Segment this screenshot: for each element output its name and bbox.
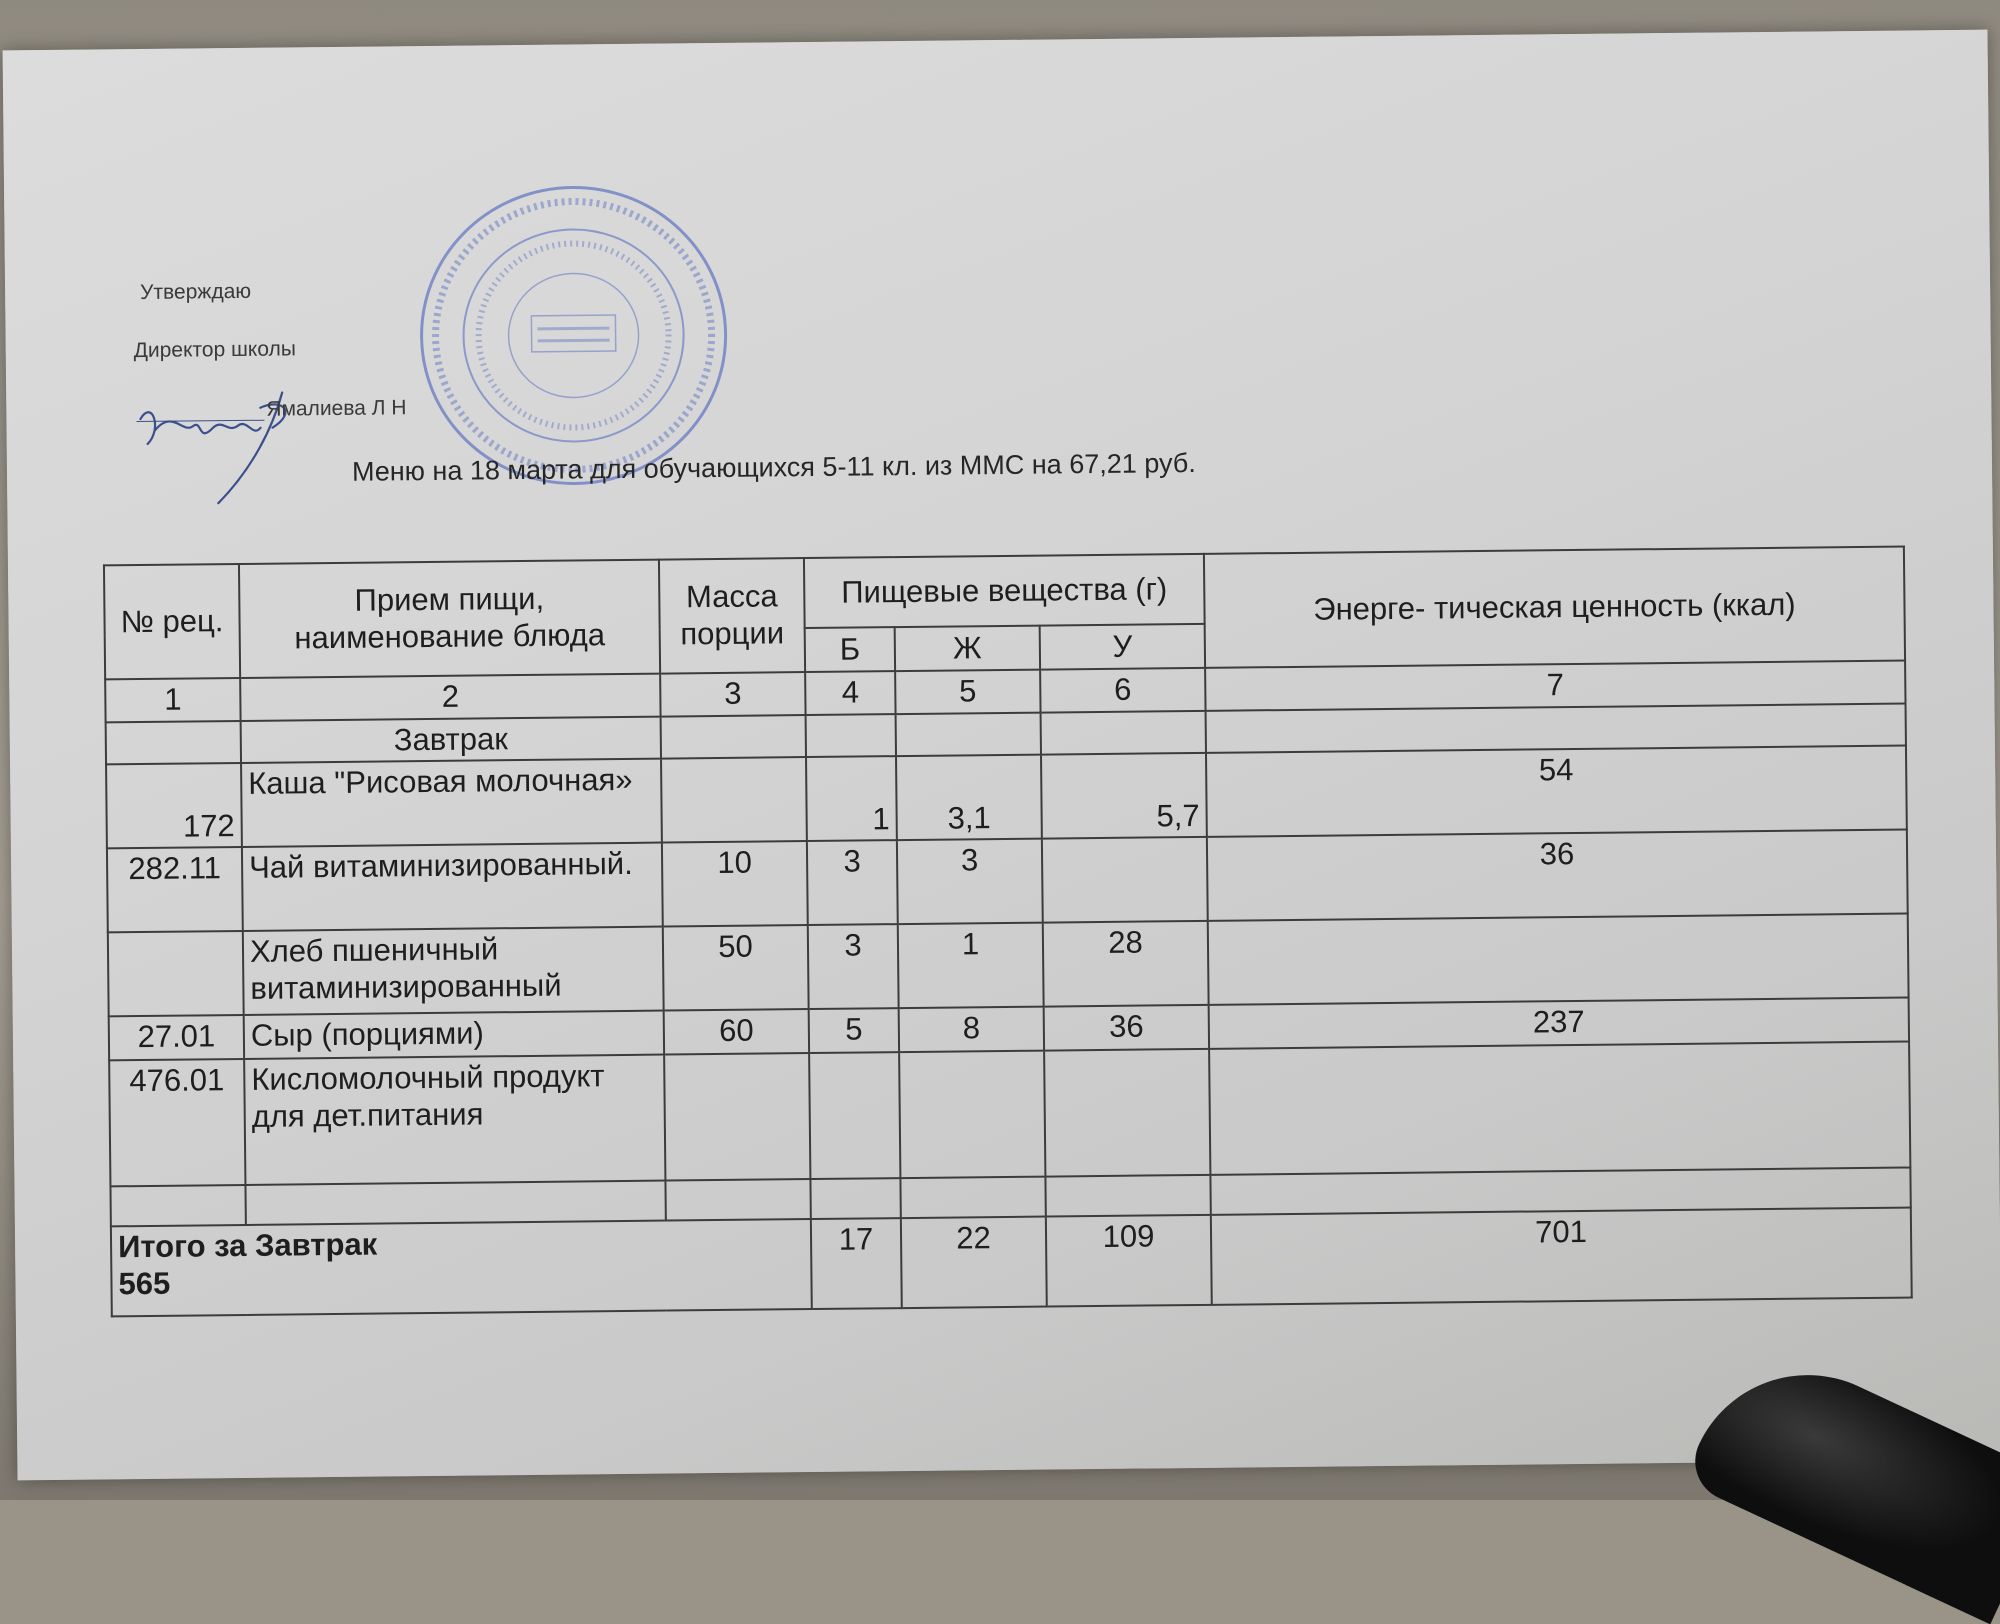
- header-portion-mass: Масса порции: [659, 558, 805, 674]
- table-cell: [665, 1179, 810, 1221]
- table-cell: [110, 1185, 245, 1226]
- column-number: 4: [805, 671, 895, 715]
- column-number: 5: [895, 670, 1040, 714]
- portion-mass: 60: [664, 1009, 809, 1055]
- portion-mass: [664, 1053, 810, 1181]
- portion-mass: [661, 757, 807, 843]
- carbs-value: 36: [1044, 1005, 1209, 1051]
- table-cell: [1045, 1175, 1210, 1217]
- total-label: Итого за Завтрак: [117, 1226, 378, 1265]
- section-label: Завтрак: [241, 716, 661, 763]
- table-cell: [661, 715, 806, 759]
- column-number: 6: [1040, 668, 1205, 712]
- portion-mass: 50: [663, 925, 809, 1011]
- fat-value: 3: [897, 839, 1043, 925]
- total-fat: 22: [901, 1217, 1047, 1309]
- total-energy: 701: [1211, 1208, 1912, 1305]
- table-cell: [245, 1181, 665, 1225]
- fat-value: 1: [898, 923, 1044, 1009]
- header-fat: Ж: [895, 626, 1040, 672]
- table-cell: [896, 712, 1041, 756]
- school-stamp: [412, 179, 735, 492]
- table-cell: [1206, 703, 1906, 753]
- header-carbs: У: [1040, 624, 1205, 670]
- energy-value: [1209, 1042, 1910, 1175]
- protein-value: 3: [808, 924, 899, 1009]
- dish-name: Каша "Рисовая молочная»: [241, 759, 662, 847]
- dish-name: Чай витаминизированный.: [242, 843, 663, 931]
- total-cell: [111, 1219, 812, 1316]
- portion-mass: 10: [662, 841, 808, 927]
- table-cell: [810, 1178, 900, 1219]
- director-label: Директор школы: [133, 337, 296, 363]
- total-protein: 17: [811, 1218, 902, 1309]
- energy-value: [1208, 914, 1909, 1005]
- fat-value: 3,1: [896, 755, 1042, 841]
- carbs-value: [1044, 1049, 1210, 1177]
- header-energy: Энерге- тическая ценность (ккал): [1204, 547, 1905, 668]
- recipe-num: 476.01: [109, 1059, 245, 1186]
- header-protein: Б: [805, 627, 895, 672]
- table-cell: [806, 714, 896, 758]
- carbs-value: 5,7: [1041, 753, 1207, 839]
- header-nutrients: Пищевые вещества (г): [804, 554, 1205, 628]
- table-cell: [900, 1177, 1045, 1219]
- energy-value: 237: [1209, 998, 1909, 1049]
- protein-value: [809, 1052, 900, 1179]
- header-dish-name: Прием пищи, наименование блюда: [239, 560, 660, 678]
- menu-table: [103, 546, 1913, 1318]
- fat-value: [899, 1051, 1045, 1179]
- fat-value: 8: [899, 1007, 1044, 1053]
- protein-value: 3: [807, 840, 898, 925]
- protein-value: 1: [806, 756, 897, 841]
- header-recipe-num: № рец.: [104, 564, 240, 679]
- total-row: [111, 1208, 1912, 1317]
- column-number: 3: [660, 672, 805, 716]
- column-number: 2: [240, 674, 660, 721]
- recipe-num: [108, 931, 244, 1016]
- approve-label: Утверждаю: [139, 279, 252, 305]
- column-number: 7: [1205, 661, 1905, 711]
- protein-value: 5: [809, 1008, 899, 1053]
- total-mass: 565: [118, 1265, 171, 1302]
- carbs-value: [1042, 837, 1208, 923]
- energy-value: 54: [1206, 746, 1907, 837]
- menu-title: Меню на 18 марта для обучающихся 5-11 кл. из ММС на 67,21 руб.: [351, 447, 1196, 487]
- table-cell: [106, 721, 241, 765]
- dish-name: Сыр (порциями): [244, 1011, 664, 1059]
- recipe-num: 172: [106, 763, 242, 848]
- dish-name: Кисломолочный продукт для дет.питания: [244, 1055, 665, 1185]
- total-carbs: 109: [1046, 1215, 1212, 1307]
- table-cell: [1041, 710, 1206, 754]
- menu-sheet: [3, 30, 2000, 1481]
- column-number: 1: [105, 678, 240, 722]
- recipe-num: 282.11: [107, 847, 243, 932]
- carbs-value: 28: [1043, 921, 1209, 1007]
- recipe-num: 27.01: [109, 1015, 244, 1060]
- energy-value: 36: [1207, 830, 1908, 921]
- table-row: [109, 1042, 1910, 1187]
- dish-name: Хлеб пшеничный витаминизированный: [243, 927, 664, 1015]
- director-name: Ямалиева Л Н: [266, 396, 407, 421]
